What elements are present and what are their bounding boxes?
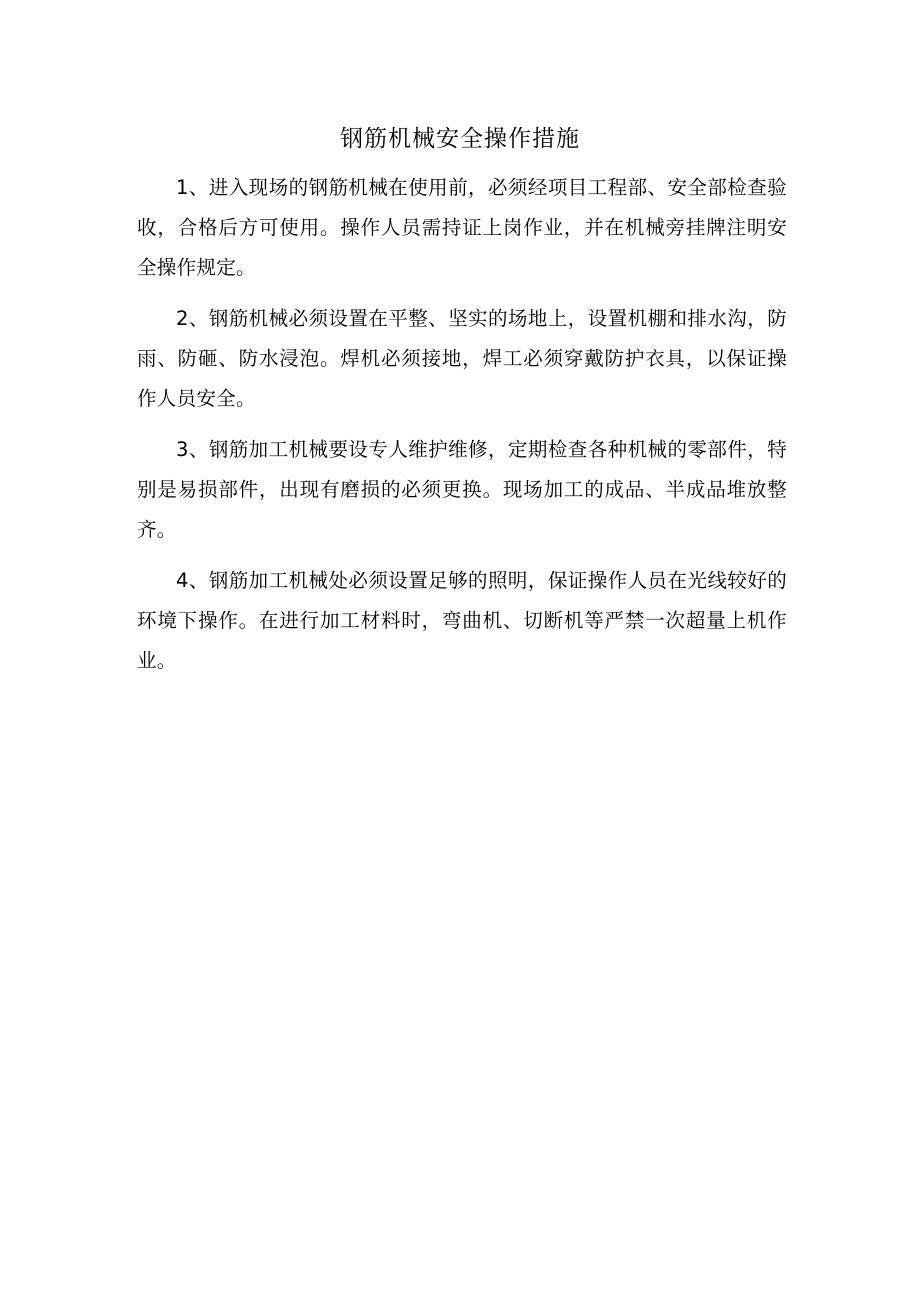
paragraph-1: 1、进入现场的钢筋机械在使用前，必须经项目工程部、安全部检查验收，合格后方可使用。操作人员需持证上岗作业，并在机械旁挂牌注明安全操作规定。 (137, 176, 787, 279)
document-title: 钢筋机械安全操作措施 (340, 126, 580, 152)
paragraph-2: 2、钢筋机械必须设置在平整、坚实的场地上，设置机棚和排水沟，防雨、防砸、防水浸泡。焊机必须接地，焊工必须穿戴防护衣具，以保证操作人员安全。 (137, 307, 787, 410)
paragraph-4: 4、钢筋加工机械处必须设置足够的照明，保证操作人员在光线较好的环境下操作。在进行加工材料时，弯曲机、切断机等严禁一次超量上机作业。 (137, 569, 787, 672)
document-body (137, 168, 787, 692)
paragraph-3: 3、钢筋加工机械要设专人维护维修，定期检查各种机械的零部件，特别是易损部件，出现有磨损的必须更换。现场加工的成品、半成品堆放整齐。 (137, 438, 787, 541)
